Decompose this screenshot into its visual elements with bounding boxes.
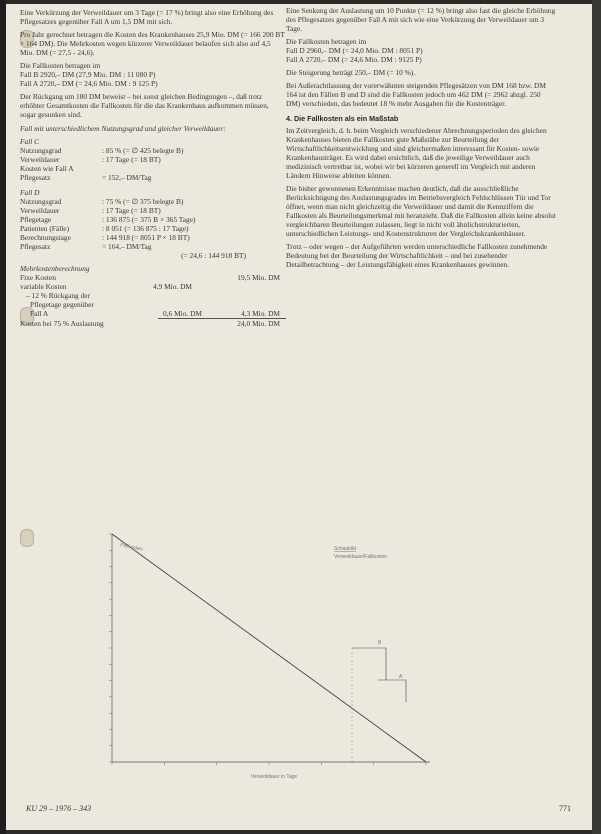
paragraph: Trotz – oder wegen – der Aufgeführten werden unterschiedliche Fallkosten zunehmende Bedeutung bei der Beurteilung der Wirtschaftlichkeit – und bei zusehender Detailbetrachtung – der Leistungsfähigkeit eines Krankenhauses gewinnen. (286, 242, 548, 270)
case-row: Pflegetage : 136 875 (= 375 B × 365 Tage) (20, 214, 196, 224)
reference-lines (352, 648, 406, 762)
left-column (20, 8, 286, 329)
legend-entry: Schaubild (334, 546, 356, 552)
marker-label: B (378, 640, 382, 646)
case-row: Verweildauer : 17 Tage (= 18 BT) (20, 154, 161, 164)
page-footer-citation: KU 29 – 1976 – 343 (26, 804, 92, 813)
block-line: Fall B 2920,– DM (27,9 Mio. DM : 11 080 P) (20, 70, 156, 80)
block-label: Die Fallkosten betragen im (286, 37, 367, 47)
section-heading: 4. Die Fallkosten als ein Maßstab (286, 114, 399, 124)
mehrkosten-block (20, 264, 286, 328)
calc-row: Pflegetage gegenüber (30, 300, 94, 310)
guide-b (352, 648, 386, 680)
binder-hole-bottom (20, 529, 34, 547)
calc-row: Fall A 0,6 Mio. DM 4,3 Mio. DM (20, 309, 286, 319)
case-row: (= 24,6 : 144 918 BT) (181, 251, 246, 261)
block-line: Fall A 2720,– DM (= 24,6 Mio. DM : 9 125 P) (20, 79, 158, 89)
block-heading: Mehrkostenberechnung (20, 264, 90, 274)
calc-row: Fixe Kosten 19,5 Mio. DM (20, 273, 280, 283)
paragraph: Eine Senkung der Auslastung um 10 Punkte (= 12 %) bringt also fast die gleiche Erhöhung des Pflegesatzes gegenüber Fall A mit sich wie eine Verkürzung der Verweildauer um 3 Tage. (286, 6, 556, 34)
legend (334, 546, 387, 560)
page-number: 771 (559, 804, 571, 813)
calc-row: Kosten bei 75 % Auslastung 24,0 Mio. DM (20, 319, 280, 329)
paragraph: Die bisher gewonnenen Erkenntnisse machen deutlich, daß die ausschließliche Berücksichtigung des Auslastungsgrades im Betriebsvergleich Fehlschlüssen Tür und Tor öffnet, wenn man nicht gleichzeitig die Verweildauer und damit die Kennziffern die Fallkosten als Beurteilungsmerkmal mit heranzieht. Daß die Fallkosten allein keine absolut vergleichbaren Beurteilungen zulassen, liegt in nicht voll ähnlichstrukturierten, unterschiedlichen Leistungs- und Kostenstrukturen der Vergleichskrankenhäuser. (286, 183, 556, 239)
right-column (286, 6, 556, 273)
case-row: Berechnungstage : 144 918 (= 8051 P × 18 BT) (20, 233, 190, 243)
guide-a (378, 680, 406, 702)
case-row: Nutzungsgrad : 75 % (= ∅ 375 belegte B) (20, 196, 184, 206)
case-row: Patienten (Fälle) : 8 051 (= 136 875 : 17 Tage) (20, 223, 189, 233)
paragraph: Im Zeitvergleich, d. h. beim Vergleich verschiedener Abrechnungsperioden des gleichen Krankenhauses bieten die Fallkosten gute Maßstäbe zur Beurteilung der Wirtschaftlichkeitsentwicklung und sind gleichermaßen interessant für Kosten- sowie Krankenhausträger. Es wird dabei ersichtlich, daß die jeweilige Verweildauer auch medizinisch vertretbar ist, wobei wir bei kürzeren generell im Vergleich mit anderen Ländern Hinweise ableiten können. (286, 125, 547, 180)
paragraph: Die Steigerung beträgt 250,– DM (= 10 %). (286, 68, 416, 78)
fallkosten-chart (76, 520, 556, 782)
x-axis-label: Verweildauer in Tage (250, 774, 298, 780)
marker-label: A (399, 674, 403, 680)
block-line: Fall D 2960,– DM (= 24,0 Mio. DM : 8051 P) (286, 46, 423, 56)
paragraph: Fall mit unterschiedlichem Nutzungsgrad und gleicher Verweildauer: (20, 123, 226, 133)
case-row: Pflegesatz = 164,– DM/Tag (20, 242, 152, 252)
block-line: Fall A 2720,– DM (= 24,6 Mio. DM : 9125 P) (286, 55, 422, 65)
paragraph: Der Rückgang um 180 DM beweist – bei sonst gleichen Bedingungen –, daß trotz erhöhter Gesamtkosten die Fallkosten für die das Krankenhaus aufkommen müssen, sogar gesunken sind. (20, 92, 269, 120)
case-row: Nutzungsgrad : 85 % (= ∅ 425 belegte B) (20, 145, 184, 155)
case-row: Pflegesatz = 152,– DM/Tag (20, 172, 152, 182)
series-label: Fallkosten (119, 542, 144, 553)
block-label: Die Fallkosten betragen im (20, 61, 101, 71)
y-axis (109, 534, 112, 762)
x-axis (112, 762, 430, 765)
fallkosten-block (20, 61, 286, 88)
case-row: Verweildauer : 17 Tage (= 18 BT) (20, 205, 161, 215)
case-c (20, 137, 286, 182)
legend-entry: Verweildauer/Fallkosten (334, 554, 388, 560)
paragraph: Eine Verkürzung der Verweildauer um 3 Tage (= 17 %) bringt also eine Erhöhung des Pflegesatzes gegenüber Fall A um 1,5 DM mit sich. (20, 8, 274, 27)
fallkosten-block (286, 37, 556, 64)
case-row: Kosten wie Fall A (20, 163, 74, 173)
case-heading: Fall C (20, 136, 40, 146)
case-d (20, 188, 286, 260)
calc-row: – 12 % Rückgang der (26, 291, 91, 301)
case-heading: Fall D (20, 187, 40, 197)
journal-page (6, 4, 592, 830)
paragraph: Bei Außerachtlassung der vorerwähnten steigenden Pflegesätzen von DM 168 bzw. DM 164 ist den Fällen B und D sind die Fallkosten jedoch um 462 DM (= 2962 abzgl. 250 DM) verschieden, das bedeutet 18 % mehr Ausgaben für die Kostenträger. (286, 81, 546, 109)
scan-right-edge (592, 0, 601, 834)
paragraph: Pro Jahr gerechnet betragen die Kosten des Krankenhauses 25,9 Mio. DM (= 166 200 BT × 164 DM). Die Mehrkosten wegen kürzerer Verweildauer belaufen sich also auf 4,5 Mio. DM (= 27,5 - 24,6). (20, 30, 285, 58)
calc-row: variable Kosten 4,9 Mio. DM (20, 282, 192, 292)
